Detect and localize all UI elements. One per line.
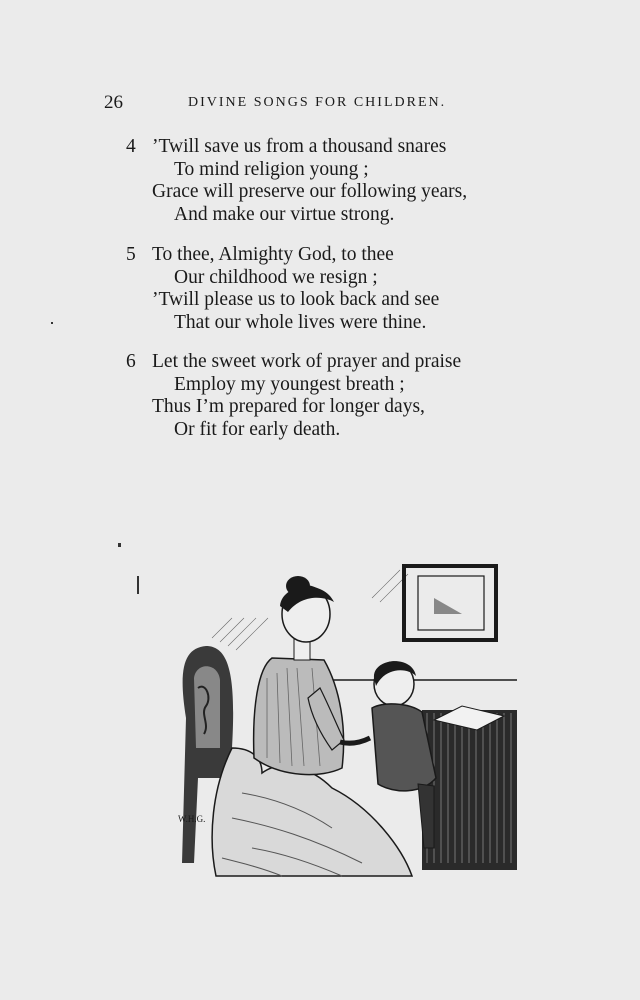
verse-line: That our whole lives were thine. [174,311,427,333]
stanza-5 [120,244,439,334]
stanza-number: 6 [126,351,136,372]
verse-line: Or fit for early death. [174,418,341,440]
page-number: 26 [104,92,123,113]
running-head: DIVINE SONGS FOR CHILDREN. [188,95,447,110]
verse-line: Our childhood we resign ; [174,266,378,288]
verse-line: Let the sweet work of prayer and praise [152,351,462,372]
picture-frame [404,566,496,640]
verse-line: Employ my youngest breath ; [174,373,405,395]
engraver-signature: W.H.G. [178,814,206,824]
verse-line: ’Twill save us from a thousand snares [152,136,447,157]
verse-line: Grace will preserve our following years, [152,181,468,202]
stanza-number: 4 [126,136,136,157]
print-speck [51,322,53,324]
stanza-6 [120,351,461,441]
verse-line: To thee, Almighty God, to thee [152,244,394,265]
engraving-illustration [172,558,522,882]
verse-line: And make our virtue strong. [174,203,395,225]
verse-line: ’Twill please us to look back and see [152,289,440,310]
stanza-4 [120,136,467,226]
print-speck [137,576,139,594]
verse-line: To mind religion young ; [174,158,369,180]
stanza-number: 5 [126,244,136,265]
verse-line: Thus I’m prepared for longer days, [152,396,425,417]
print-speck [118,543,121,547]
